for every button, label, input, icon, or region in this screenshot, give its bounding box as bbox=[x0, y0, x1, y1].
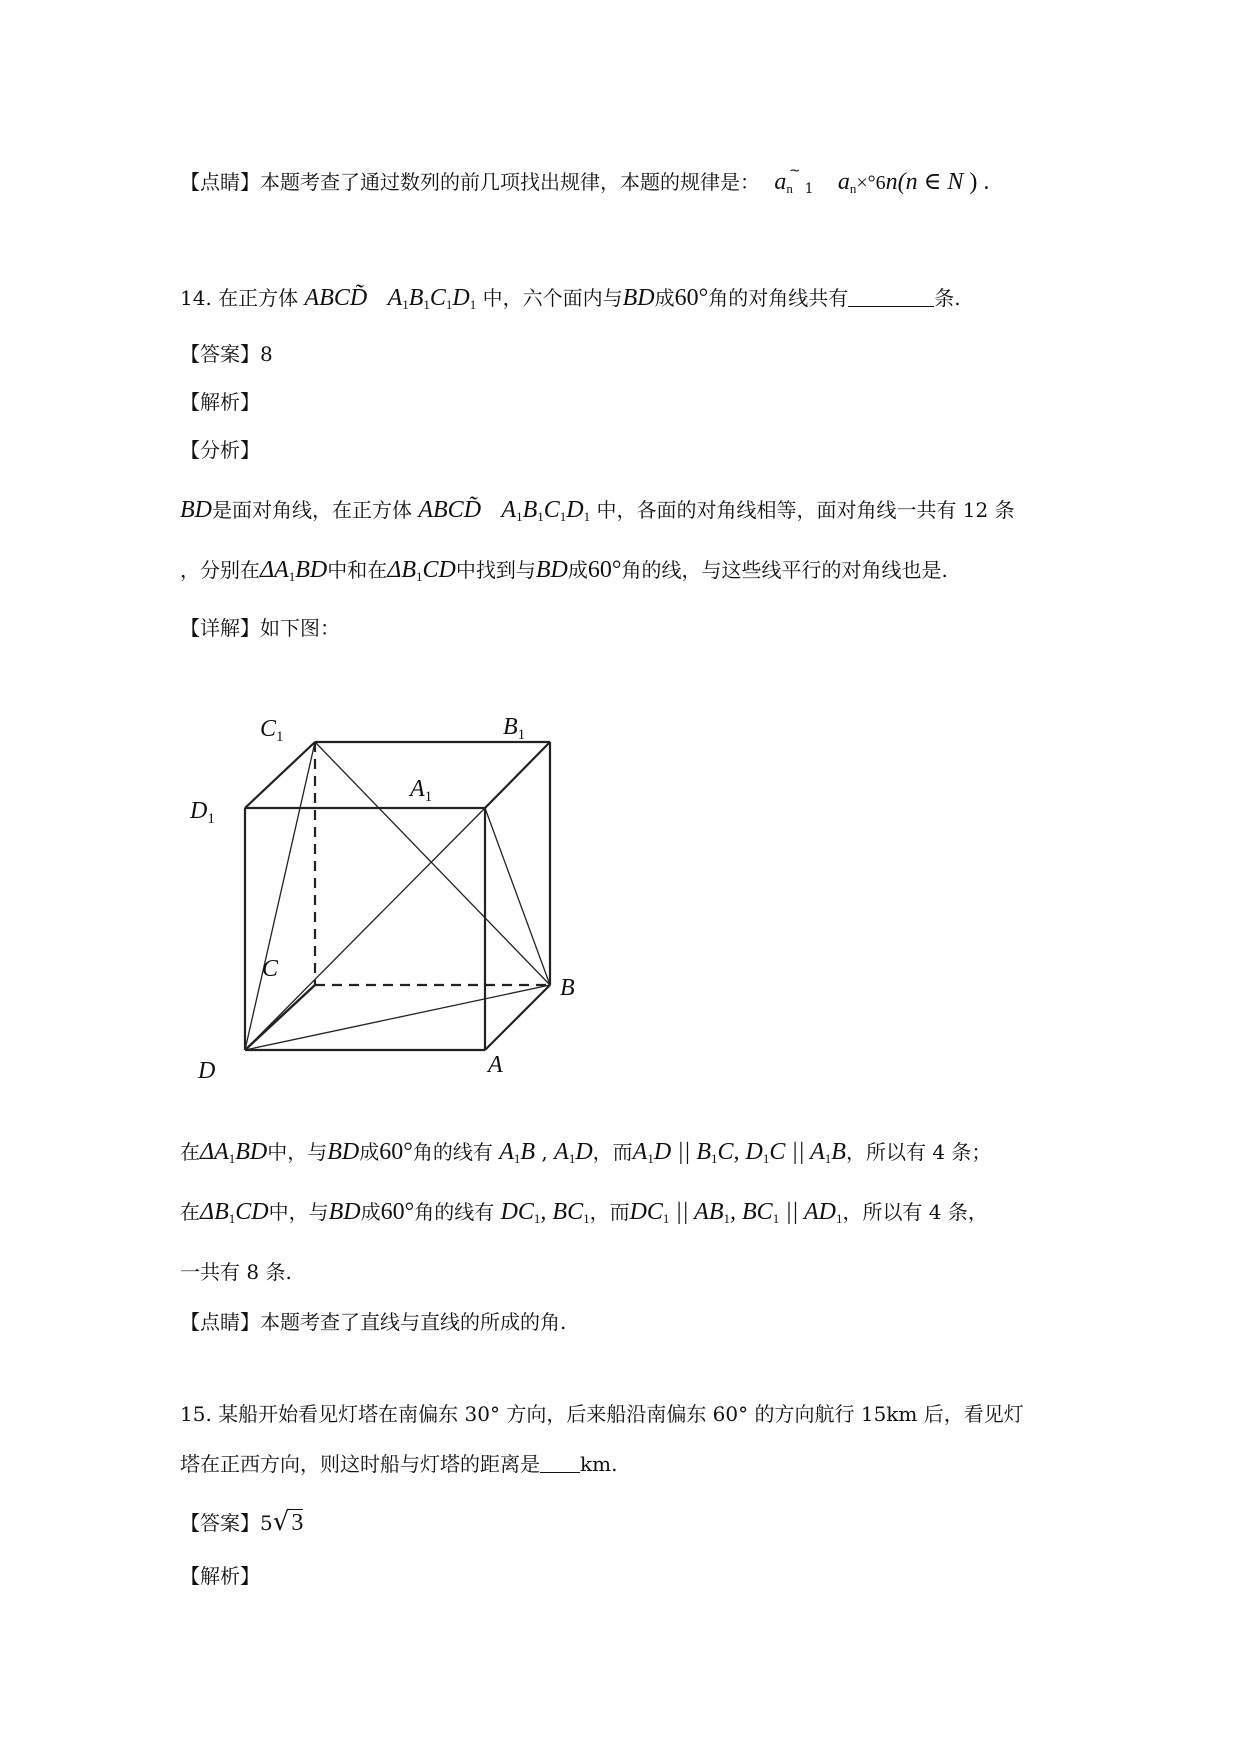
detail-line-1: 在$\Delta A_1BD$中，与BD成60°角的线有 $A_1B$ , $A_1D$，而$A_1D$ || $B_1C$, $D_1C$ || $A_1B$，所以有 4 条； bbox=[180, 1139, 992, 1166]
answer-line: 【答案】8 bbox=[180, 342, 273, 366]
answer-15-line: 【答案】5√3 bbox=[180, 1507, 304, 1537]
edge-b1-a1 bbox=[485, 742, 550, 808]
diag-d-b bbox=[245, 985, 550, 1050]
fenxi-label: 【分析】 bbox=[180, 438, 260, 462]
answer-blank-15 bbox=[540, 1452, 580, 1473]
diag-a1-d bbox=[245, 808, 485, 1050]
label-a1: $A_1$ bbox=[410, 776, 433, 805]
question-14-stem: 14. 在正方体 ABCD̃ $A_1B_1C_1D_1$ 中，六个面内与BD成60°角的对角线共有 条. bbox=[180, 285, 961, 312]
label-b: B bbox=[560, 975, 575, 1001]
remark-14-line: 【点睛】本题考查了直线与直线的所成的角. bbox=[180, 1310, 567, 1334]
diag-d-c bbox=[245, 985, 315, 1050]
analysis-15-label: 【解析】 bbox=[180, 1564, 260, 1588]
formula-an: $a_n$ bbox=[837, 169, 857, 196]
edge-b-a bbox=[485, 985, 550, 1050]
sqrt-symbol: √3 bbox=[272, 1507, 304, 1537]
fenxi-line-2: ，分别在$\Delta A_1BD$中和在$\Delta B_1CD$中找到与BD成60°角的线，与这些线平行的对角线也是. bbox=[180, 557, 948, 584]
question-15-line-2: 塔在正西方向，则这时船与灯塔的距离是 km. bbox=[180, 1452, 618, 1476]
answer-blank bbox=[848, 286, 934, 307]
remark-13-line: 【点睛】本题考查了通过数列的前几项找出规律，本题的规律是： $a_n^\sim_1$ $a_n\times^\circ 6n(n$ ∈ N ) . bbox=[180, 163, 990, 197]
question-15-line-1: 15. 某船开始看见灯塔在南偏东 30° 方向，后来船沿南偏东 60° 的方向航行 15km 后，看见灯 bbox=[180, 1402, 1024, 1426]
cube-diagram bbox=[190, 700, 610, 1100]
analysis-label: 【解析】 bbox=[180, 390, 260, 414]
remark-text: 本题考查了通过数列的前几项找出规律，本题的规律是： bbox=[260, 170, 760, 194]
label-d1: $D_1$ bbox=[190, 798, 215, 827]
diag-a1-b bbox=[485, 808, 550, 985]
label-a: A bbox=[488, 1052, 503, 1078]
label-c: C bbox=[262, 956, 279, 982]
edge-d1-c1 bbox=[245, 742, 315, 808]
detail-line-3: 一共有 8 条. bbox=[180, 1260, 292, 1284]
diag-c1-d bbox=[245, 742, 315, 1050]
detail-line-2: 在$\Delta B_1CD$中，与BD成60°角的线有 $DC_1$, $BC_1$，而$DC_1$ || $AB_1$, $BC_1$ || $AD_1$，所以有 4 条， bbox=[180, 1199, 988, 1226]
detail-line: 【详解】如下图： bbox=[180, 616, 340, 640]
label-c1: $C_1$ bbox=[260, 716, 284, 745]
remark-label: 【点睛】 bbox=[180, 170, 260, 194]
formula-a: $a_n$ bbox=[774, 169, 793, 196]
label-b1: $B_1$ bbox=[503, 714, 526, 743]
cube-name-a1b1c1d1: $A_1B_1C_1D_1$ bbox=[387, 285, 477, 312]
label-d: D bbox=[198, 1058, 216, 1084]
fenxi-line-1: BD是面对角线，在正方体 ABCD̃ $A_1B_1C_1D_1$ 中，各面的对角线相等，面对角线一共有 12 条 bbox=[180, 497, 1015, 524]
